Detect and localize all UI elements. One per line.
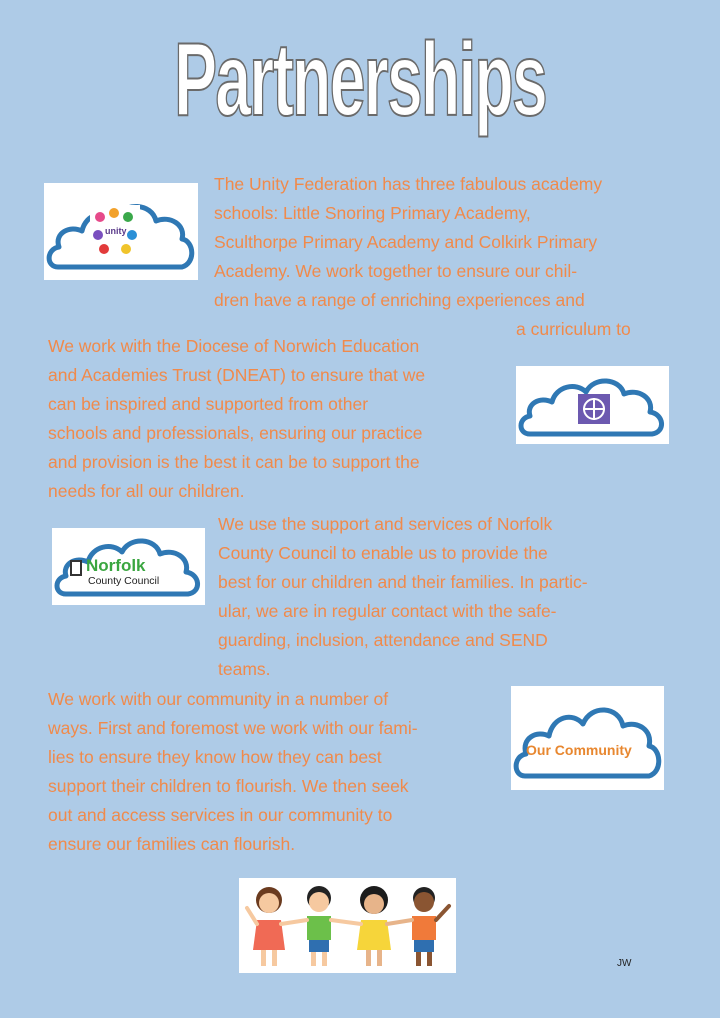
page-title: Partnerships	[174, 22, 546, 138]
cloud-icon	[511, 686, 664, 790]
text-line: schools and professionals, ensuring our practice	[48, 423, 423, 443]
text-line: guarding, inclusion, attendance and SEND	[218, 630, 548, 650]
dneat-text	[48, 332, 425, 506]
our-community-logo	[511, 686, 664, 790]
dneat-logo	[516, 366, 669, 444]
unity-federation-logo	[44, 183, 198, 280]
norfolk-name: Norfolk	[86, 556, 146, 575]
norfolk-county-council-logo	[52, 528, 205, 605]
text-line: can be inspired and supported from other	[48, 394, 369, 414]
text-line: ensure our families can flourish.	[48, 834, 296, 854]
text-line: and Academies Trust (DNEAT) to ensure that we	[48, 365, 426, 385]
text-line: We work with our community in a number of	[48, 689, 389, 709]
norfolk-sub: County Council	[88, 575, 160, 587]
text-line: Sculthorpe Primary Academy and Colkirk Primary	[214, 232, 598, 252]
text-line: ways. First and foremost we work with our fami-	[48, 718, 418, 738]
unity-federation-text	[214, 170, 631, 344]
text-line: County Council to enable us to provide the	[218, 543, 548, 563]
text-line: We work with the Diocese of Norwich Education	[48, 336, 420, 356]
text-line: support their children to flourish. We then seek	[48, 776, 409, 796]
community-label: Our Community	[526, 742, 632, 758]
cloud-cross-icon	[516, 366, 669, 444]
text-line: out and access services in our community to	[48, 805, 393, 825]
children-holding-hands-icon	[239, 878, 456, 973]
children-illustration	[239, 878, 456, 973]
text-line: best for our children and their families. In partic-	[218, 572, 588, 592]
text-line: lies to ensure they know how they can best	[48, 747, 382, 767]
text-line: teams.	[218, 659, 271, 679]
text-line: We use the support and services of Norfolk	[218, 514, 553, 534]
text-line: a curriculum to	[516, 319, 631, 339]
text-line: needs for all our children.	[48, 481, 245, 501]
author-initials: JW	[617, 958, 632, 969]
text-line: and provision is the best it can be to support the	[48, 452, 420, 472]
unity-label: unity	[105, 226, 127, 236]
text-line: The Unity Federation has three fabulous academy	[214, 174, 603, 194]
community-text	[48, 685, 418, 859]
text-line: schools: Little Snoring Primary Academy,	[214, 203, 531, 223]
norfolk-text	[218, 510, 588, 684]
text-line: ular, we are in regular contact with the safe-	[218, 601, 557, 621]
text-line: Academy. We work together to ensure our chil-	[214, 261, 578, 281]
text-line: dren have a range of enriching experiences and	[214, 290, 585, 310]
